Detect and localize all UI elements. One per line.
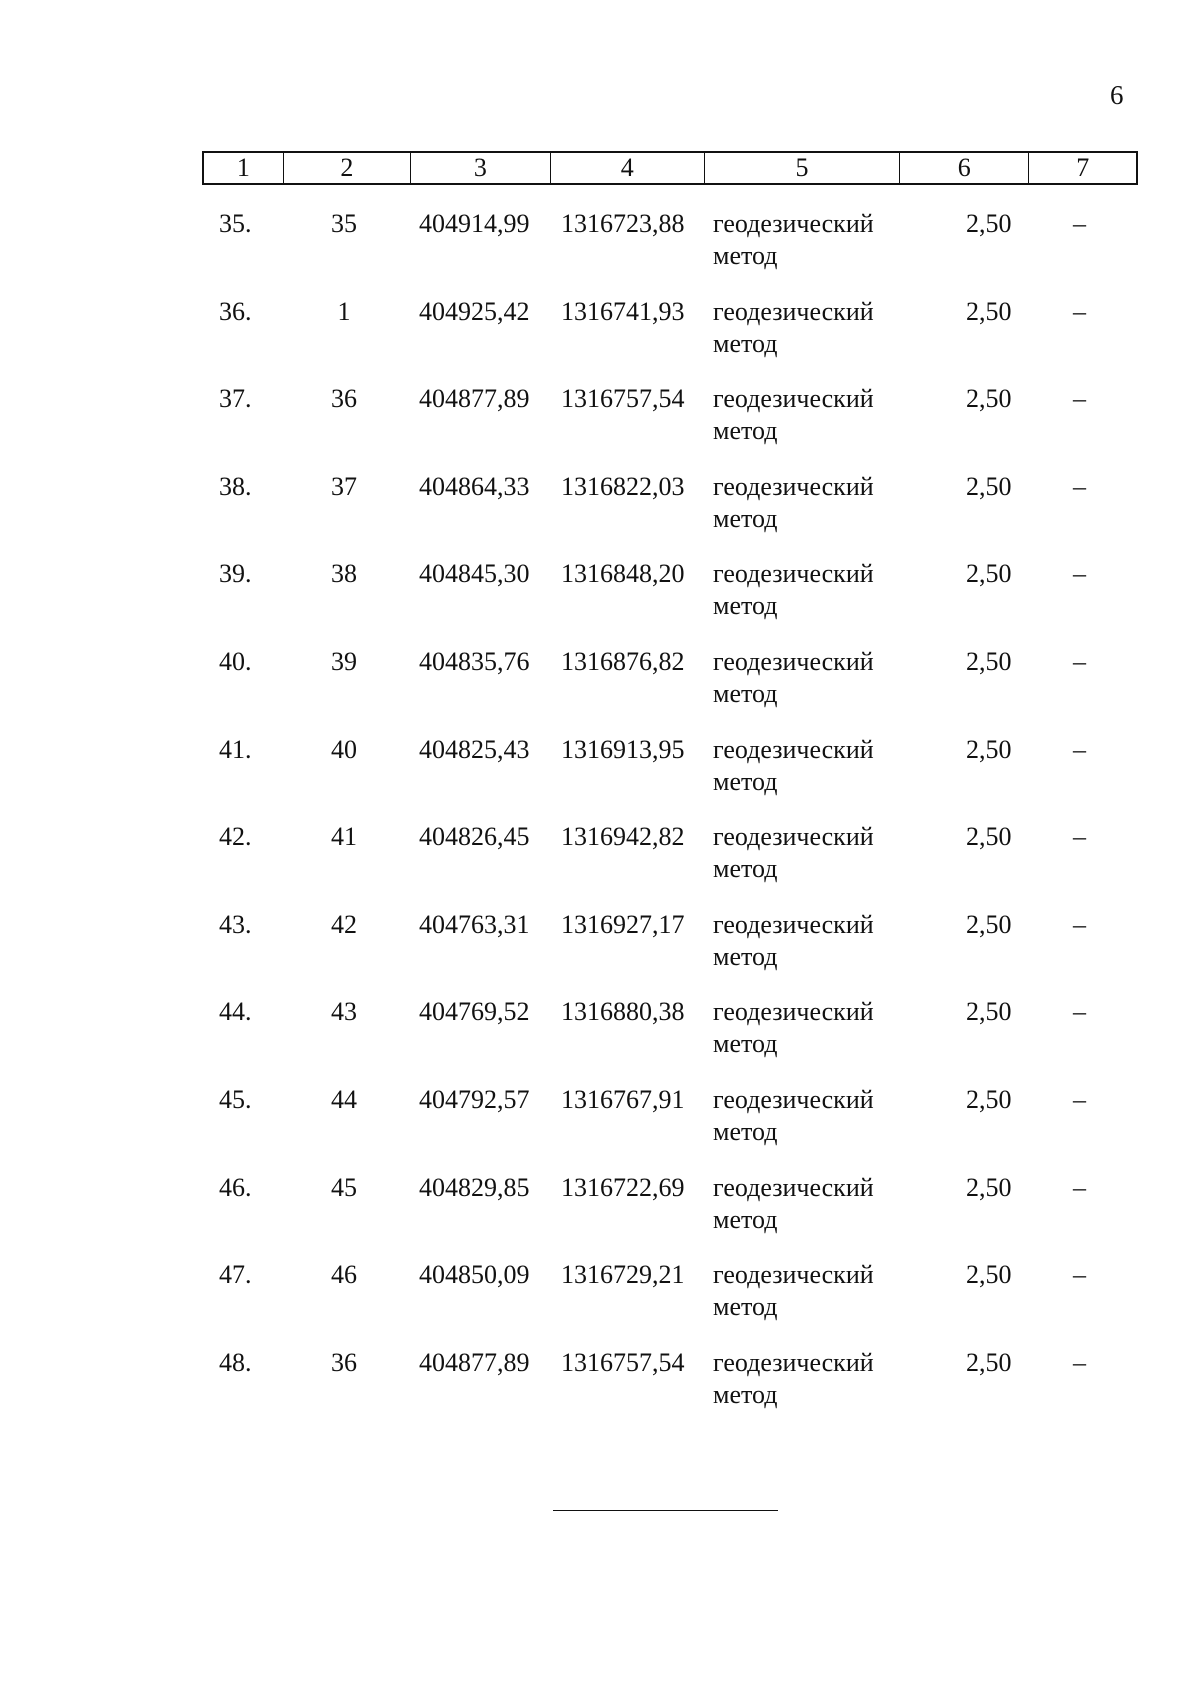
header-cell-1: 1 xyxy=(204,153,284,183)
table-row xyxy=(0,1259,1200,1339)
row-number: 45. xyxy=(219,1085,252,1114)
point-number: 38 xyxy=(331,559,357,589)
point-number: 41 xyxy=(331,822,357,852)
row-number: 42. xyxy=(219,822,252,852)
method-cell: геодезический метод xyxy=(713,997,874,1059)
note-cell: – xyxy=(1073,1172,1086,1202)
y-coordinate: 1316722,69 xyxy=(561,1172,685,1202)
point-number: 39 xyxy=(331,647,357,676)
x-coordinate: 404769,52 xyxy=(419,997,530,1027)
note-cell: – xyxy=(1073,471,1086,501)
header-cell-7: 7 xyxy=(1076,153,1090,182)
error-cell: 2,50 xyxy=(966,647,1012,676)
y-coordinate: 1316880,38 xyxy=(561,997,685,1027)
error-cell: 2,50 xyxy=(966,384,1012,414)
row-number: 36. xyxy=(219,296,252,326)
error-cell: 2,50 xyxy=(966,1085,1012,1114)
x-coordinate: 404914,99 xyxy=(419,209,530,238)
error-cell: 2,50 xyxy=(966,997,1012,1027)
note-cell: – xyxy=(1073,734,1086,764)
note-cell: – xyxy=(1073,1260,1086,1290)
note-cell: – xyxy=(1073,909,1086,939)
note-cell: – xyxy=(1073,1347,1086,1377)
footer-rule xyxy=(553,1510,778,1511)
x-coordinate: 404835,76 xyxy=(419,647,530,676)
error-cell: 2,50 xyxy=(966,734,1012,764)
row-number: 41. xyxy=(219,734,252,764)
y-coordinate: 1316848,20 xyxy=(561,559,685,589)
y-coordinate: 1316942,82 xyxy=(561,822,685,852)
y-coordinate: 1316723,88 xyxy=(561,209,685,238)
y-coordinate: 1316757,54 xyxy=(561,384,685,414)
x-coordinate: 404845,30 xyxy=(419,559,530,589)
header-cell-6: 6 xyxy=(900,153,1029,183)
row-number: 35. xyxy=(219,209,252,238)
row-number: 46. xyxy=(219,1172,252,1202)
note-cell: – xyxy=(1073,1085,1086,1114)
point-number: 45 xyxy=(331,1172,357,1202)
table-row xyxy=(0,558,1200,638)
method-cell: геодезический метод xyxy=(713,1085,874,1146)
row-number: 40. xyxy=(219,647,252,676)
x-coordinate: 404825,43 xyxy=(419,734,530,764)
table-row xyxy=(0,646,1200,726)
table-header-row xyxy=(202,151,1138,185)
x-coordinate: 404925,42 xyxy=(419,296,530,326)
method-cell: геодезический метод xyxy=(713,734,874,796)
row-number: 38. xyxy=(219,471,252,501)
note-cell: – xyxy=(1073,559,1086,589)
note-cell: – xyxy=(1073,822,1086,852)
x-coordinate: 404763,31 xyxy=(419,909,530,939)
row-number: 47. xyxy=(219,1260,252,1290)
method-cell: геодезический метод xyxy=(713,296,874,358)
table-row xyxy=(0,471,1200,551)
error-cell: 2,50 xyxy=(966,471,1012,501)
method-cell: геодезический метод xyxy=(713,1172,874,1234)
error-cell: 2,50 xyxy=(966,559,1012,589)
method-cell: геодезический метод xyxy=(713,647,874,708)
method-cell: геодезический метод xyxy=(713,909,874,971)
note-cell: – xyxy=(1073,209,1086,238)
y-coordinate: 1316741,93 xyxy=(561,296,685,326)
point-number: 35 xyxy=(331,209,357,238)
table-row xyxy=(0,1084,1200,1164)
error-cell: 2,50 xyxy=(966,1172,1012,1202)
point-number: 1 xyxy=(337,296,351,326)
table-row xyxy=(0,996,1200,1076)
method-cell: геодезический метод xyxy=(713,471,874,533)
point-number: 36 xyxy=(331,1347,357,1377)
point-number: 37 xyxy=(331,471,357,501)
point-number: 36 xyxy=(331,384,357,414)
header-cell-2: 2 xyxy=(284,153,411,183)
point-number: 46 xyxy=(331,1260,357,1290)
note-cell: – xyxy=(1073,997,1086,1027)
method-cell: геодезический метод xyxy=(713,1260,874,1322)
error-cell: 2,50 xyxy=(966,296,1012,326)
error-cell: 2,50 xyxy=(966,1260,1012,1290)
error-cell: 2,50 xyxy=(966,209,1012,238)
x-coordinate: 404864,33 xyxy=(419,471,530,501)
table-row xyxy=(0,383,1200,463)
note-cell: – xyxy=(1073,647,1086,676)
table-row xyxy=(0,208,1200,288)
x-coordinate: 404829,85 xyxy=(419,1172,530,1202)
row-number: 44. xyxy=(219,997,252,1027)
x-coordinate: 404850,09 xyxy=(419,1260,530,1290)
header-cell-5: 5 xyxy=(705,153,900,183)
table-row xyxy=(0,909,1200,989)
row-number: 39. xyxy=(219,559,252,589)
method-cell: геодезический метод xyxy=(713,559,874,621)
y-coordinate: 1316927,17 xyxy=(561,909,685,939)
x-coordinate: 404877,89 xyxy=(419,1347,530,1377)
method-cell: геодезический метод xyxy=(713,1347,874,1409)
error-cell: 2,50 xyxy=(966,822,1012,852)
method-cell: геодезический метод xyxy=(713,384,874,446)
x-coordinate: 404877,89 xyxy=(419,384,530,414)
table-row xyxy=(0,734,1200,814)
method-cell: геодезический метод xyxy=(713,209,874,270)
header-cell-4: 4 xyxy=(551,153,705,183)
page-number: 6 xyxy=(1110,80,1124,110)
error-cell: 2,50 xyxy=(966,1347,1012,1377)
table-row xyxy=(0,1347,1200,1427)
y-coordinate: 1316767,91 xyxy=(561,1085,685,1114)
row-number: 48. xyxy=(219,1347,252,1377)
row-number: 37. xyxy=(219,384,252,414)
table-row xyxy=(0,1172,1200,1252)
header-cell-3: 3 xyxy=(411,153,550,183)
table-row xyxy=(0,296,1200,376)
row-number: 43. xyxy=(219,909,252,939)
x-coordinate: 404792,57 xyxy=(419,1085,530,1114)
y-coordinate: 1316913,95 xyxy=(561,734,685,764)
y-coordinate: 1316757,54 xyxy=(561,1347,685,1377)
point-number: 40 xyxy=(331,734,357,764)
point-number: 43 xyxy=(331,997,357,1027)
point-number: 44 xyxy=(331,1085,357,1114)
table-row xyxy=(0,821,1200,901)
y-coordinate: 1316876,82 xyxy=(561,647,685,676)
note-cell: – xyxy=(1073,384,1086,414)
y-coordinate: 1316729,21 xyxy=(561,1260,685,1290)
error-cell: 2,50 xyxy=(966,909,1012,939)
method-cell: геодезический метод xyxy=(713,822,874,884)
x-coordinate: 404826,45 xyxy=(419,822,530,852)
point-number: 42 xyxy=(331,909,357,939)
y-coordinate: 1316822,03 xyxy=(561,471,685,501)
note-cell: – xyxy=(1073,296,1086,326)
